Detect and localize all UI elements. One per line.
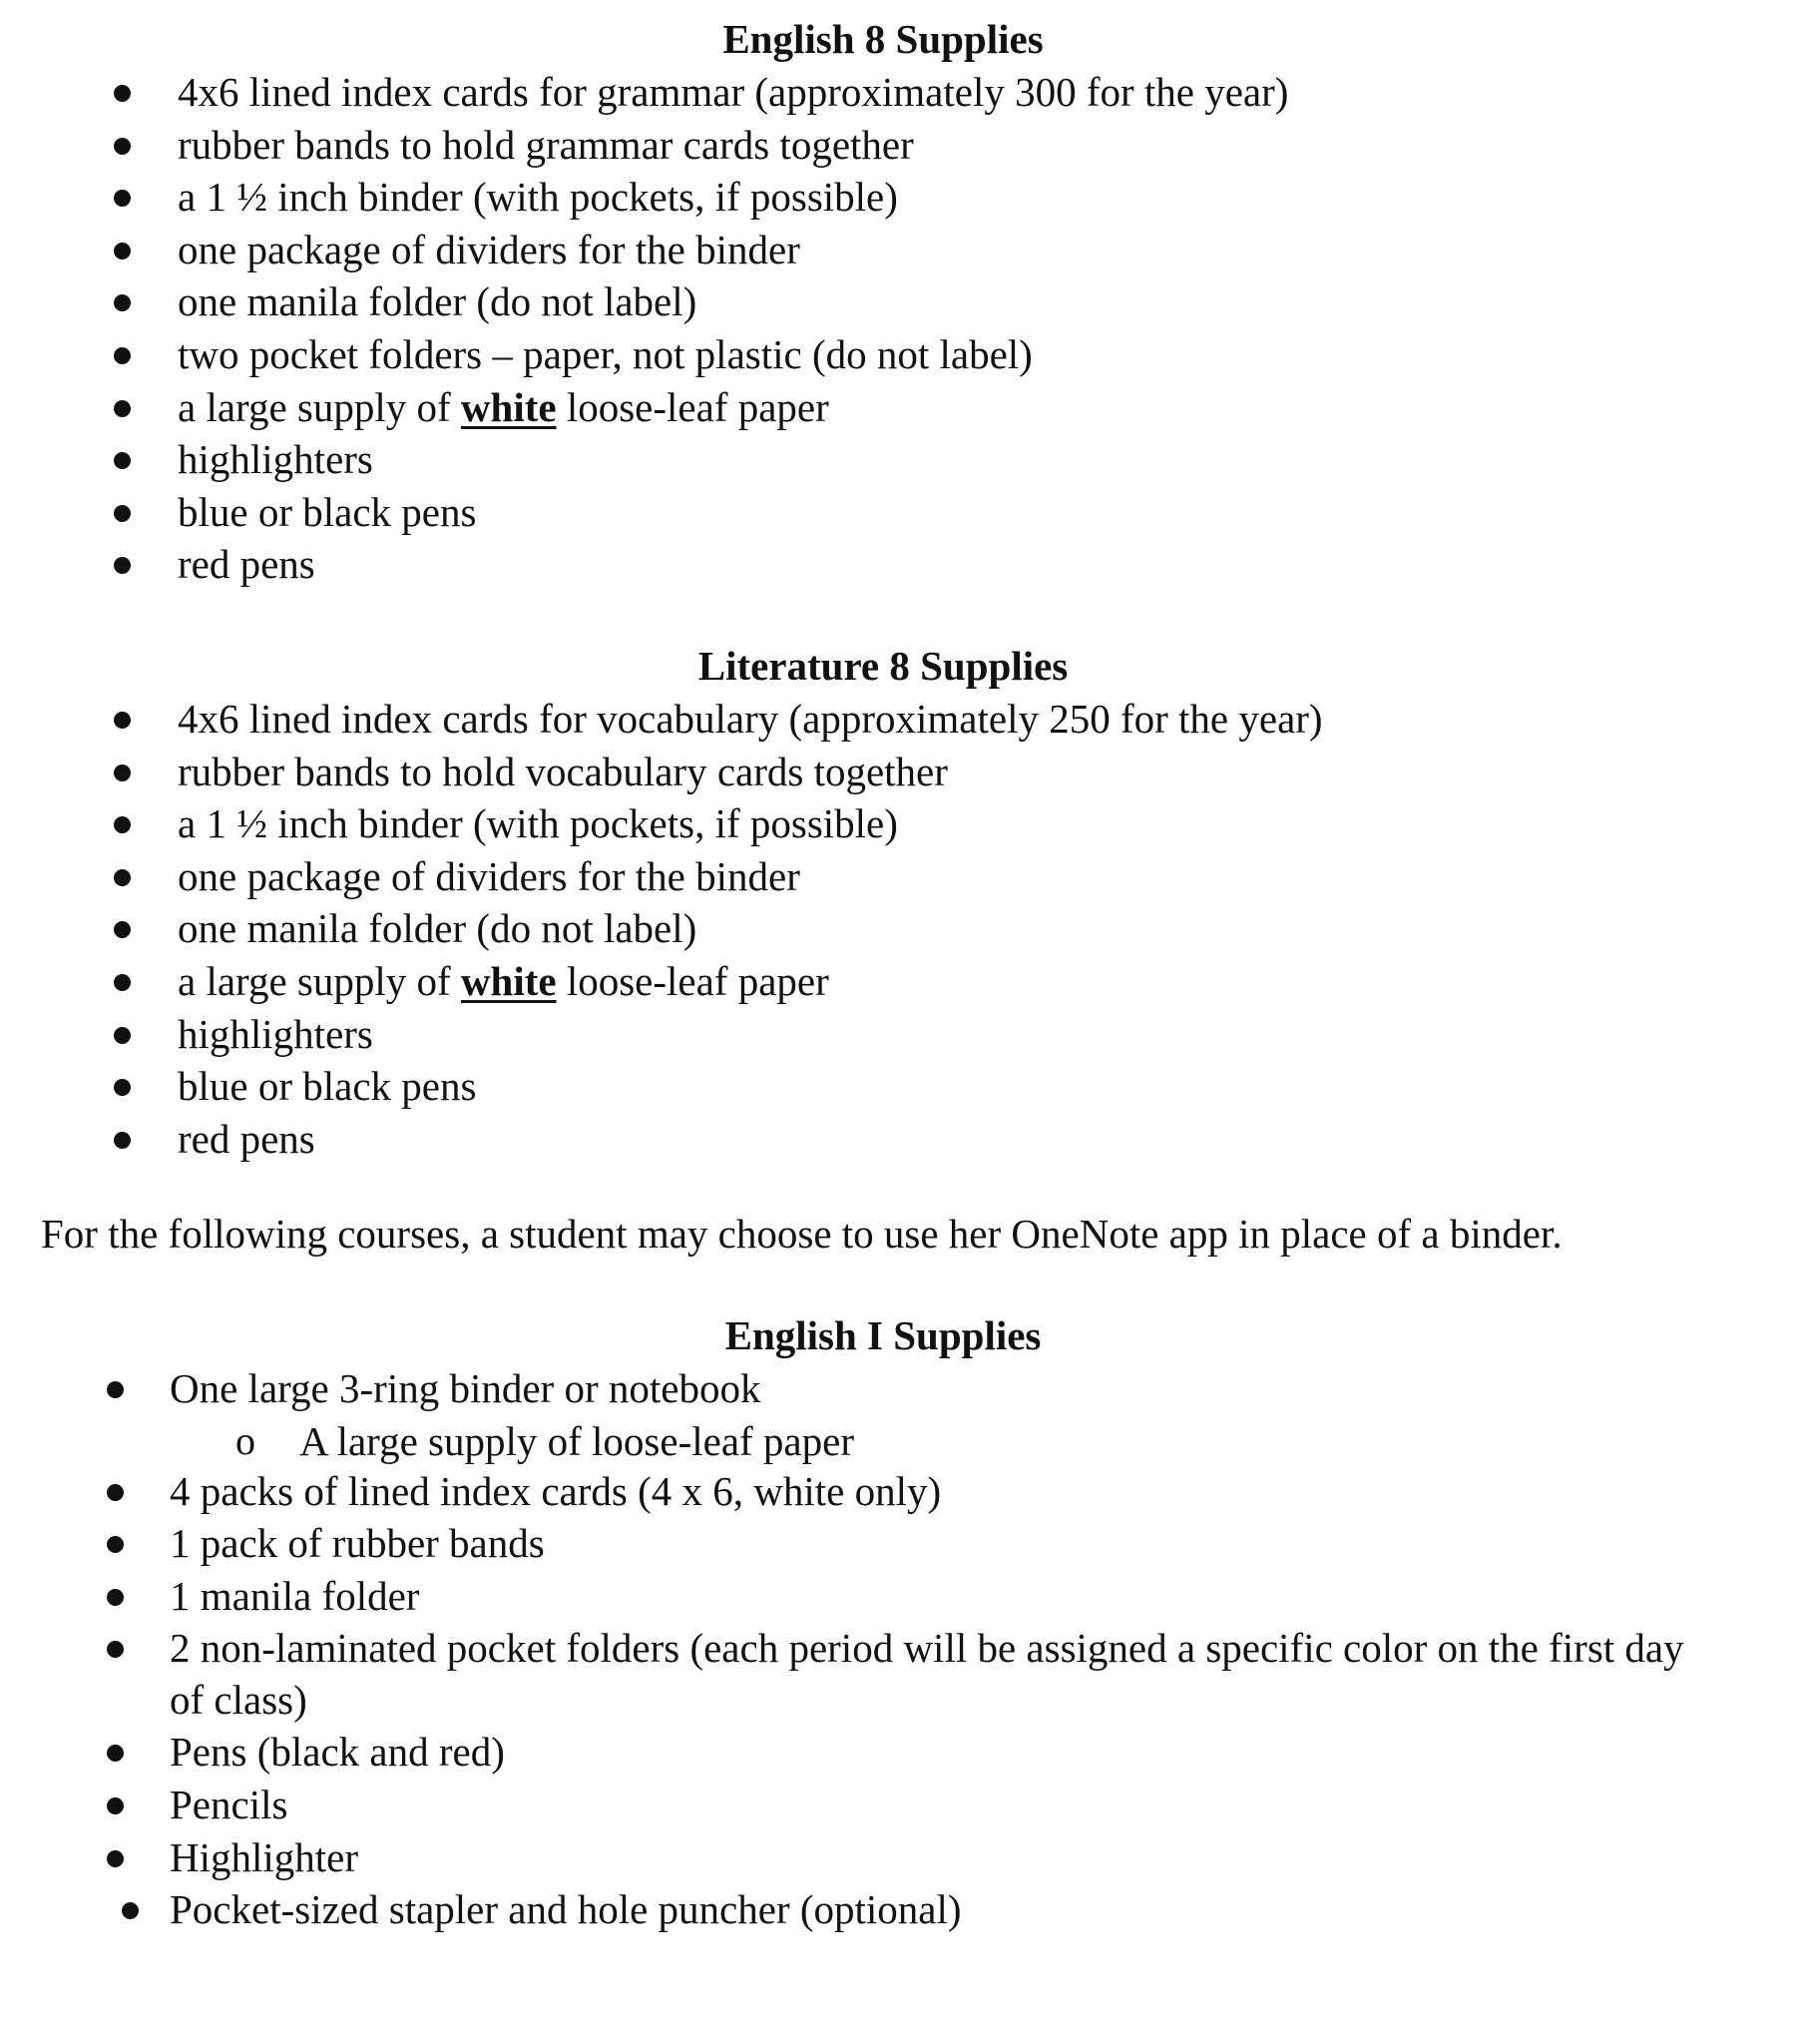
bullet-icon: [114, 1079, 131, 1096]
bullet-icon: [107, 1641, 124, 1658]
bullet-icon: [114, 294, 131, 311]
bullet-icon: [114, 1027, 131, 1044]
bullet-icon: [114, 85, 131, 102]
bullet-icon: [114, 1132, 131, 1149]
sub-bullet-icon: o: [235, 1417, 255, 1463]
bullet-icon: [114, 452, 131, 469]
bullet-icon: [114, 138, 131, 155]
bullet-icon: [114, 190, 131, 207]
bullet-icon: [107, 1381, 124, 1398]
bullet-icon: [107, 1536, 124, 1553]
bullet-icon: [114, 557, 131, 574]
english-8-heading: English 8 Supplies: [722, 16, 1044, 62]
literature-8-heading: Literature 8 Supplies: [697, 643, 1069, 689]
bullet-icon: [114, 400, 131, 417]
onenote-note: For the following courses, a student may choose to use her OneNote app in place of a binder.: [41, 1211, 1563, 1257]
bullet-icon: [107, 1484, 124, 1501]
bullet-icon: [107, 1850, 124, 1867]
bullet-icon: [107, 1745, 124, 1762]
bullet-icon: [114, 869, 131, 886]
bullet-icon: [114, 505, 131, 522]
bullet-icon: [114, 243, 131, 259]
bullet-icon: [114, 974, 131, 991]
english-1-heading: English I Supplies: [724, 1312, 1042, 1358]
bullet-icon: [114, 765, 131, 781]
bullet-icon: [114, 816, 131, 833]
bullet-icon: [114, 712, 131, 729]
bullet-icon: [107, 1589, 124, 1606]
bullet-icon: [114, 921, 131, 938]
bullet-icon: [114, 347, 131, 364]
bullet-icon: [107, 1797, 124, 1814]
emphasis-white: white: [460, 383, 557, 430]
bullet-icon: [122, 1902, 139, 1919]
emphasis-white: white: [460, 957, 557, 1004]
